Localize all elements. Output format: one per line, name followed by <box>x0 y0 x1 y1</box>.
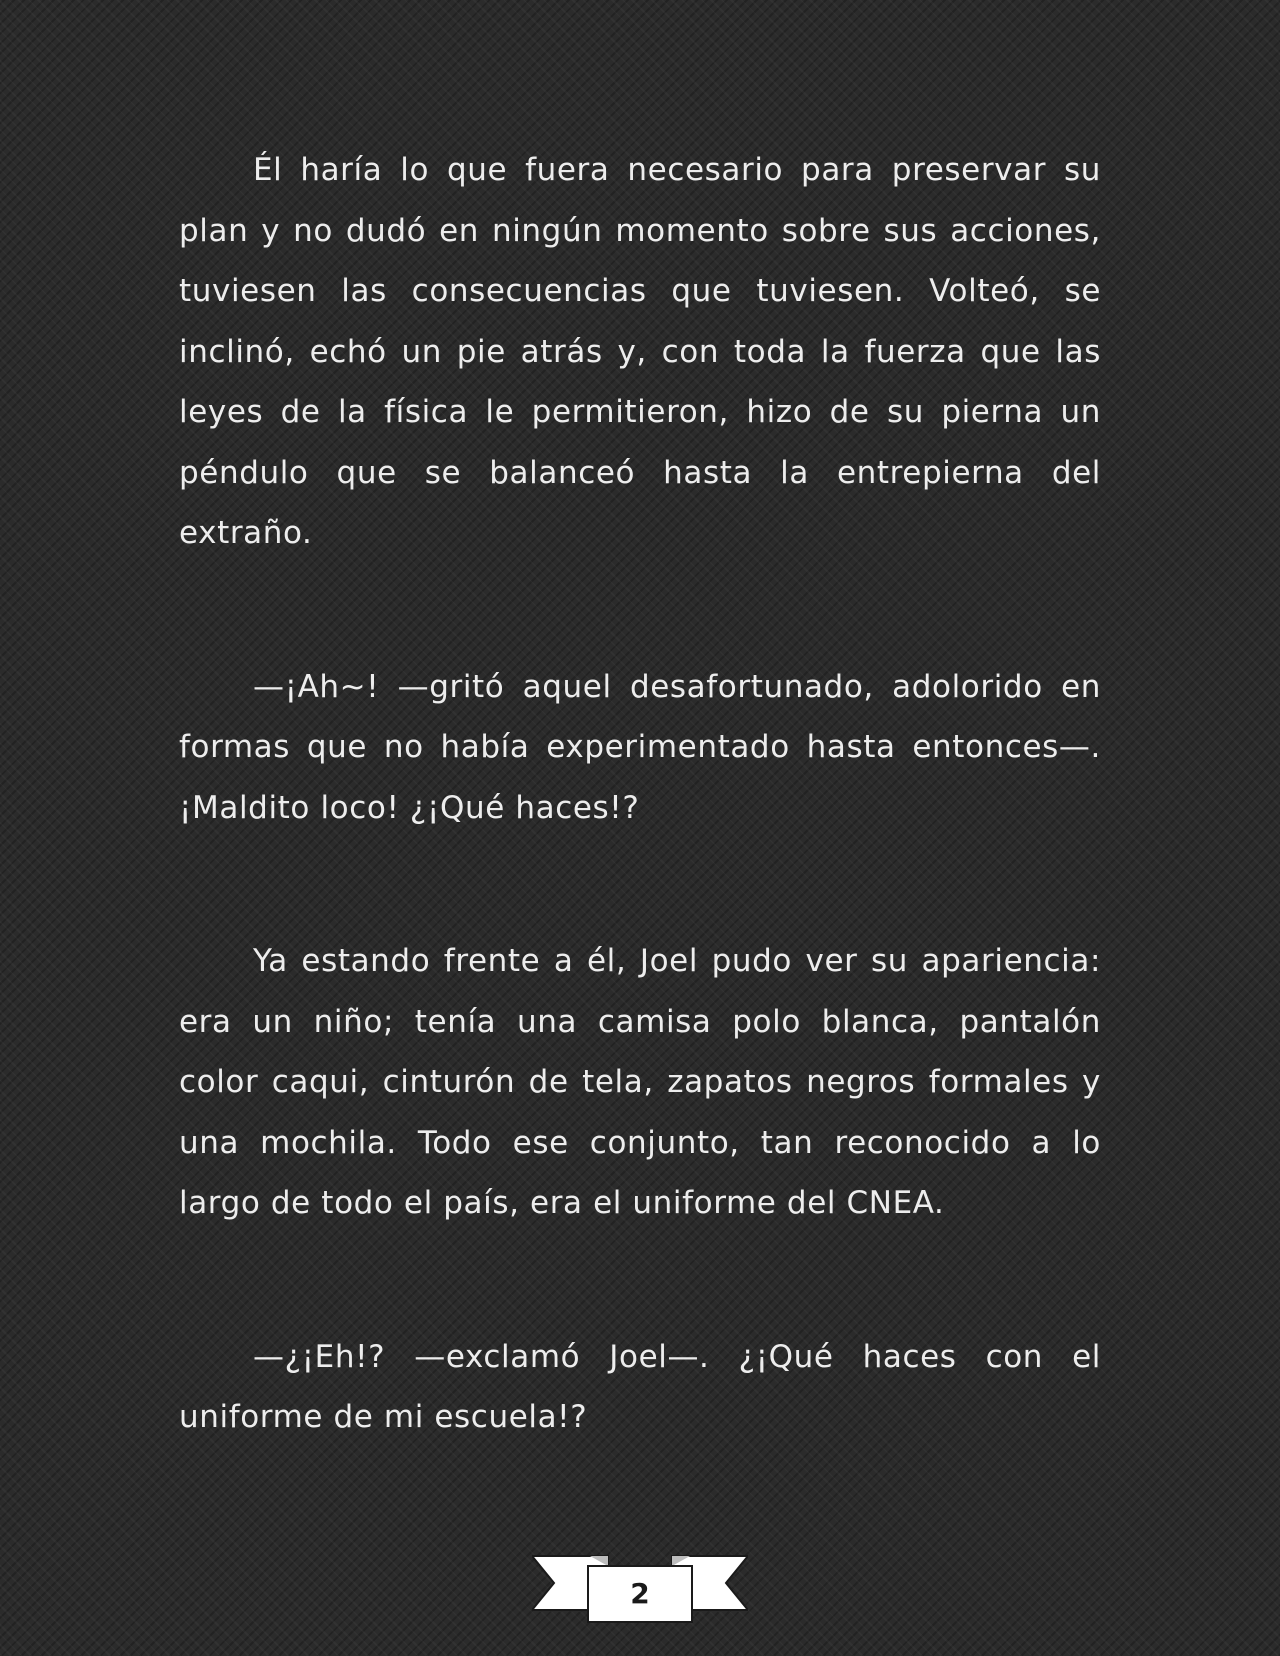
paragraph-1: Él haría lo que fuera necesario para preservar su plan y no dudó en ningún momento sobre sus acciones, tuviesen las consecuencias que tuviesen. Volteó, se inclinó, echó un pie atrás y, con toda la fuerza que las leyes de la física le permitieron, hizo de su pierna un péndulo que se balanceó hasta la entrepierna del extraño. <box>179 152 1101 551</box>
page-number: 2 <box>630 1577 650 1610</box>
page-number-banner <box>532 1548 748 1628</box>
paragraph-2: —¡Ah~! —gritó aquel desafortunado, adolorido en formas que no había experimentado hasta entonces—. ¡Maldito loco! ¿¡Qué haces!? <box>179 668 1101 826</box>
page-body <box>179 140 1101 1448</box>
paragraph-3: Ya estando frente a él, Joel pudo ver su apariencia: era un niño; tenía una camisa polo blanca, pantalón color caqui, cinturón de tela, zapatos negros formales y una mochila. Todo ese conjunto, tan reconocido a lo largo de todo el país, era el uniforme del CNEA. <box>179 943 1101 1221</box>
paragraph-4: —¿¡Eh!? —exclamó Joel—. ¿¡Qué haces con el uniforme de mi escuela!? <box>179 1338 1101 1435</box>
